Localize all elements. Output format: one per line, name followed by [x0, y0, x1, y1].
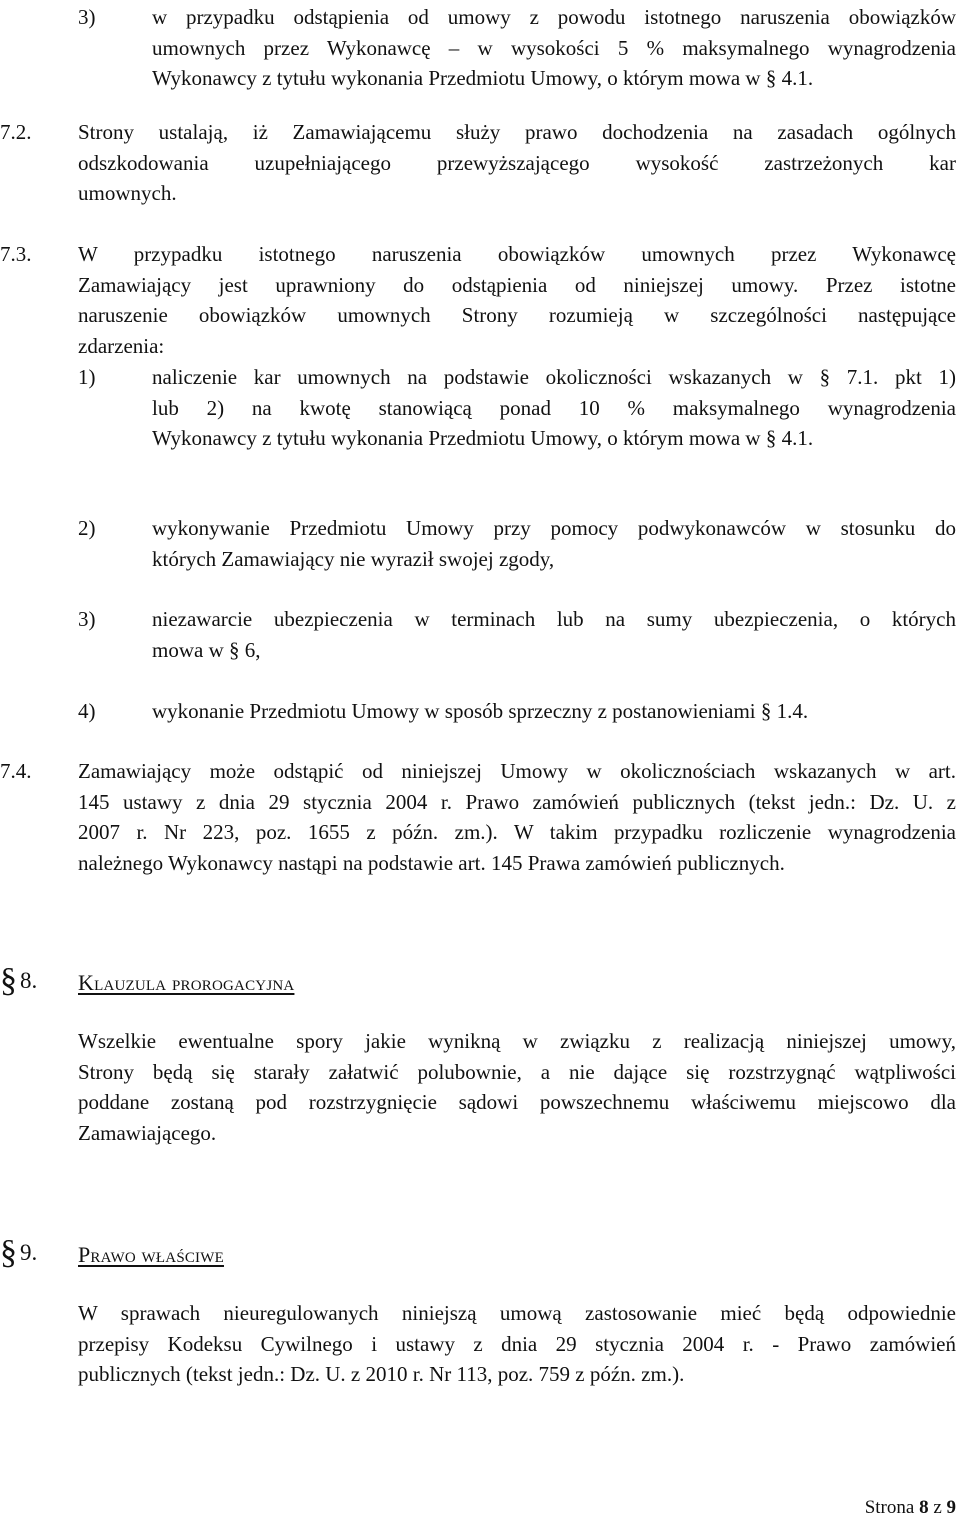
paragraph-7-4-number: 7.4. [0, 759, 32, 783]
list-item-1-number: 1) [78, 365, 96, 389]
paragraph-7-4-text [78, 756, 956, 878]
list-item-4-text [152, 696, 956, 727]
text-line: Zamawiającego. [78, 1120, 217, 1145]
text-line: w przypadku odstąpienia od umowy z powodu istotnego naruszenia obowiązków [152, 5, 956, 29]
text-line: należnego Wykonawcy nastąpi na podstawie art. 145 Prawa zamówień publicznych. [78, 850, 785, 875]
section-9-number: 9. [20, 1240, 38, 1265]
item-3-number: 3) [78, 5, 96, 29]
list-item-3-number: 3) [78, 607, 96, 631]
list-item-2-number: 2) [78, 516, 96, 540]
text-line: 2007 r. Nr 223, poz. 1655 z późn. zm.). W takim przypadku rozliczenie wynagrodzenia [78, 820, 956, 844]
text-line: wykonywanie Przedmiotu Umowy przy pomocy podwykonawców w stosunku do [152, 516, 956, 540]
text-line: Zamawiający jest uprawniony do odstąpienia od niniejszej umowy. Przez istotne [78, 272, 956, 297]
page-footer [865, 1497, 956, 1519]
text-line: lub 2) na kwotę stanowiącą ponad 10 % maksymalnego wynagrodzenia [152, 395, 956, 420]
paragraph-7-2-text [78, 117, 956, 209]
text-line: publicznych (tekst jedn.: Dz. U. z 2010 r. Nr 113, poz. 759 z późn. zm.). [78, 1362, 685, 1386]
text-line: Strony ustalają, iż Zamawiającemu służy prawo dochodzenia na zasadach ogólnych [78, 120, 956, 144]
footer-of: z [933, 1497, 942, 1518]
footer-page-total: 9 [946, 1497, 956, 1518]
text-line: Zamawiający może odstąpić od niniejszej Umowy w okolicznościach wskazanych w art. [78, 759, 956, 783]
text-line: 145 ustawy z dnia 29 stycznia 2004 r. Prawo zamówień publicznych (tekst jedn.: Dz. U. z [78, 789, 956, 814]
list-item-4-number: 4) [78, 699, 96, 723]
paragraph-7-3-number: 7.3. [0, 242, 32, 266]
text-line: wykonanie Przedmiotu Umowy w sposób sprzeczny z postanowieniami § 1.4. [152, 699, 809, 723]
list-item-3-text [152, 604, 956, 665]
list-item-1-text [152, 362, 956, 454]
text-line: przepisy Kodeksu Cywilnego i ustawy z dnia 29 stycznia 2004 r. - Prawo zamówień [78, 1331, 956, 1356]
text-line: mowa w § 6, [152, 637, 261, 662]
text-line: W sprawach nieuregulowanych niniejszą umową zastosowanie mieć będą odpowiednie [78, 1301, 956, 1325]
text-line: umownych przez Wykonawcę – w wysokości 5 % maksymalnego wynagrodzenia [152, 35, 956, 60]
section-9-text [78, 1298, 956, 1390]
section-8-number: 8. [20, 968, 38, 993]
footer-page-number: 8 [919, 1497, 929, 1518]
list-item-2-text [152, 513, 956, 574]
section-8-text [78, 1026, 956, 1148]
text-line: zdarzenia: [78, 333, 165, 358]
paragraph-7-2-number: 7.2. [0, 120, 32, 144]
section-8-title: Klauzula prorogacyjna [78, 970, 295, 995]
item-3-text [152, 2, 956, 94]
text-line: umownych. [78, 181, 177, 205]
paragraph-7-3-text [78, 239, 956, 361]
text-line: Wykonawcy z tytułu wykonania Przedmiotu Umowy, o którym mowa w § 4.1. [152, 66, 814, 90]
text-line: W przypadku istotnego naruszenia obowiązków umownych przez Wykonawcę [78, 242, 956, 266]
text-line: naruszenie obowiązków umownych Strony rozumieją w szczególności następujące [78, 303, 956, 327]
text-line: naliczenie kar umownych na podstawie okoliczności wskazanych w § 7.1. pkt 1) [152, 365, 956, 389]
footer-label: Strona [864, 1497, 915, 1518]
text-line: Wykonawcy z tytułu wykonania Przedmiotu Umowy, o którym mowa w § 4.1. [152, 426, 814, 450]
text-line: odszkodowania uzupełniającego przewyższającego wysokość zastrzeżonych kar [78, 150, 956, 175]
text-line: niezawarcie ubezpieczenia w terminach lub na sumy ubezpieczenia, o których [152, 607, 956, 631]
section-mark-icon: § [0, 962, 17, 999]
section-mark-icon: § [0, 1234, 17, 1271]
text-line: których Zamawiający nie wyraził swojej zgody, [152, 546, 555, 571]
text-line: poddane zostaną pod rozstrzygnięcie sądowi powszechnemu właściwemu miejscowo dla [78, 1090, 956, 1114]
text-line: Strony będą się starały załatwić polubownie, a nie dające się rozstrzygnąć wątpliwości [78, 1059, 956, 1084]
text-line: Wszelkie ewentualne spory jakie wynikną w związku z realizacją niniejszej umowy, [78, 1029, 956, 1053]
section-9-title: Prawo właściwe [78, 1242, 224, 1267]
